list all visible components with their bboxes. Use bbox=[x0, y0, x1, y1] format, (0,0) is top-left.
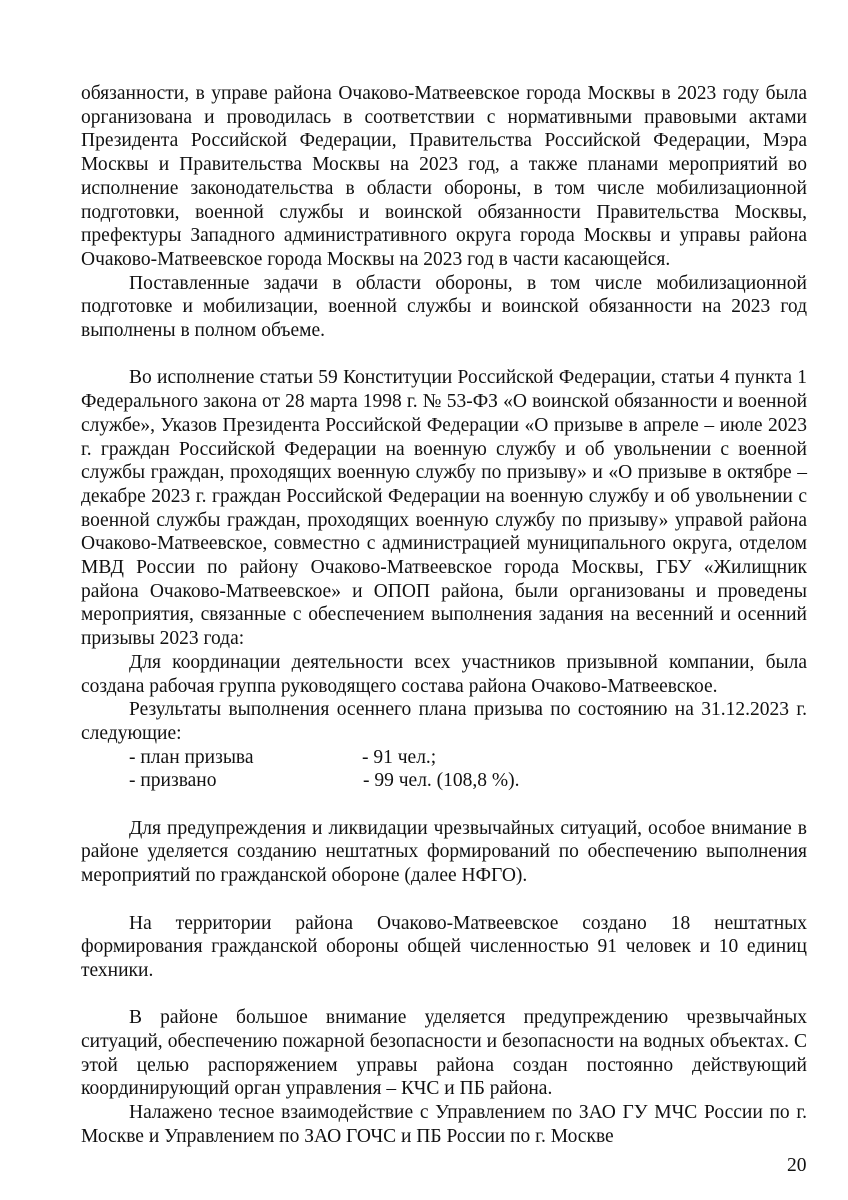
paragraph-spacer bbox=[81, 793, 807, 817]
drafted-row bbox=[81, 769, 807, 793]
page-number: 20 bbox=[787, 1155, 807, 1176]
drafted-value: - 99 чел. (108,8 %). bbox=[363, 770, 520, 792]
document-page bbox=[81, 82, 807, 1149]
paragraph-civil-defense-units: На территории района Очаково-Матвеевское создано 18 нештатных формирования гражданской обороны общей численностью 91 человек и 10 единиц техники. bbox=[81, 912, 807, 981]
paragraph-emergency-prevention: Для предупреждения и ликвидации чрезвычайных ситуаций, особое внимание в районе уделяется созданию нештатных формирований по обеспечению выполнения мероприятий по гражданской обороне (далее НФГО). bbox=[81, 817, 807, 887]
paragraph-spacer bbox=[81, 983, 807, 1007]
paragraph-fire-safety: В районе большое внимание уделяется предупреждению чрезвычайных ситуаций, обеспечению пожарной безопасности и безопасности на водных объектах. С этой целью распоряжением управы района создан постоянно действующий координирующий орган управления – КЧС и ПБ района. bbox=[81, 1007, 807, 1100]
drafted-label: - призвано bbox=[129, 770, 217, 792]
paragraph-conscription-measures: Во исполнение статьи 59 Конституции Российской Федерации, статьи 4 пункта 1 Федерального закона от 28 марта 1998 г. № 53-ФЗ «О воинской обязанности и военной службе», Указов Президента Российской Федерации «О призыве в апреле – июле 2023 г. граждан Российской Федерации на военную службу и об увольнении с военной службы граждан, проходящих военную службу по призыву» и «О призыве в октябре – декабре 2023 г. граждан Российской Федерации на военную службу и об увольнении с военной службы граждан, проходящих военную службу по призыву» управой района Очаково-Матвеевское, совместно с администрацией муниципального округа, отделом МВД России по району Очаково-Матвеевское города Москвы, ГБУ «Жилищник района Очаково-Матвеевское» и ОПОП района, были организованы и проведены мероприятия, связанные с обеспечением выполнения задания на весенний и осенний призывы 2023 года: bbox=[81, 367, 807, 650]
paragraph-cooperation: Налажено тесное взаимодействие с Управлением по ЗАО ГУ МЧС России по г. Москве и Управлением по ЗАО ГОЧС и ПБ России по г. Москве bbox=[81, 1102, 807, 1147]
paragraph-mobilization-duties: обязанности, в управе района Очаково-Матвеевское города Москвы в 2023 году была организована и проводилась в соответствии с нормативными правовыми актами Президента Российской Федерации, Правительства Российской Федерации, Мэра Москвы и Правительства Москвы на 2023 год, а также планами мероприятий во исполнение законодательства в области обороны, в том числе мобилизационной подготовки, военной службы и воинской обязанности Правительства Москвы, префектуры Западного административного округа города Москвы и управы района Очаково-Матвеевское города Москвы на 2023 год в части касающейся. bbox=[81, 83, 807, 270]
paragraph-spacer bbox=[81, 343, 807, 367]
paragraph-defense-tasks-completed: Поставленные задачи в области обороны, в том числе мобилизационной подготовке и мобилизации, военной службы и воинской обязанности на 2023 год выполнены в полном объеме. bbox=[81, 272, 807, 342]
draft-plan-list bbox=[81, 746, 807, 793]
paragraph-draft-results-intro: Результаты выполнения осеннего плана призыва по состоянию на 31.12.2023 г. следующие: bbox=[81, 699, 807, 744]
paragraph-spacer bbox=[81, 888, 807, 912]
draft-plan-value: - 91 чел.; bbox=[362, 746, 437, 768]
draft-plan-label: - план призыва bbox=[129, 746, 254, 768]
paragraph-working-group: Для координации деятельности всех участников призывной компании, была создана рабочая группа руководящего состава района Очаково-Матвеевское. bbox=[81, 651, 807, 697]
draft-plan-row bbox=[81, 746, 807, 770]
